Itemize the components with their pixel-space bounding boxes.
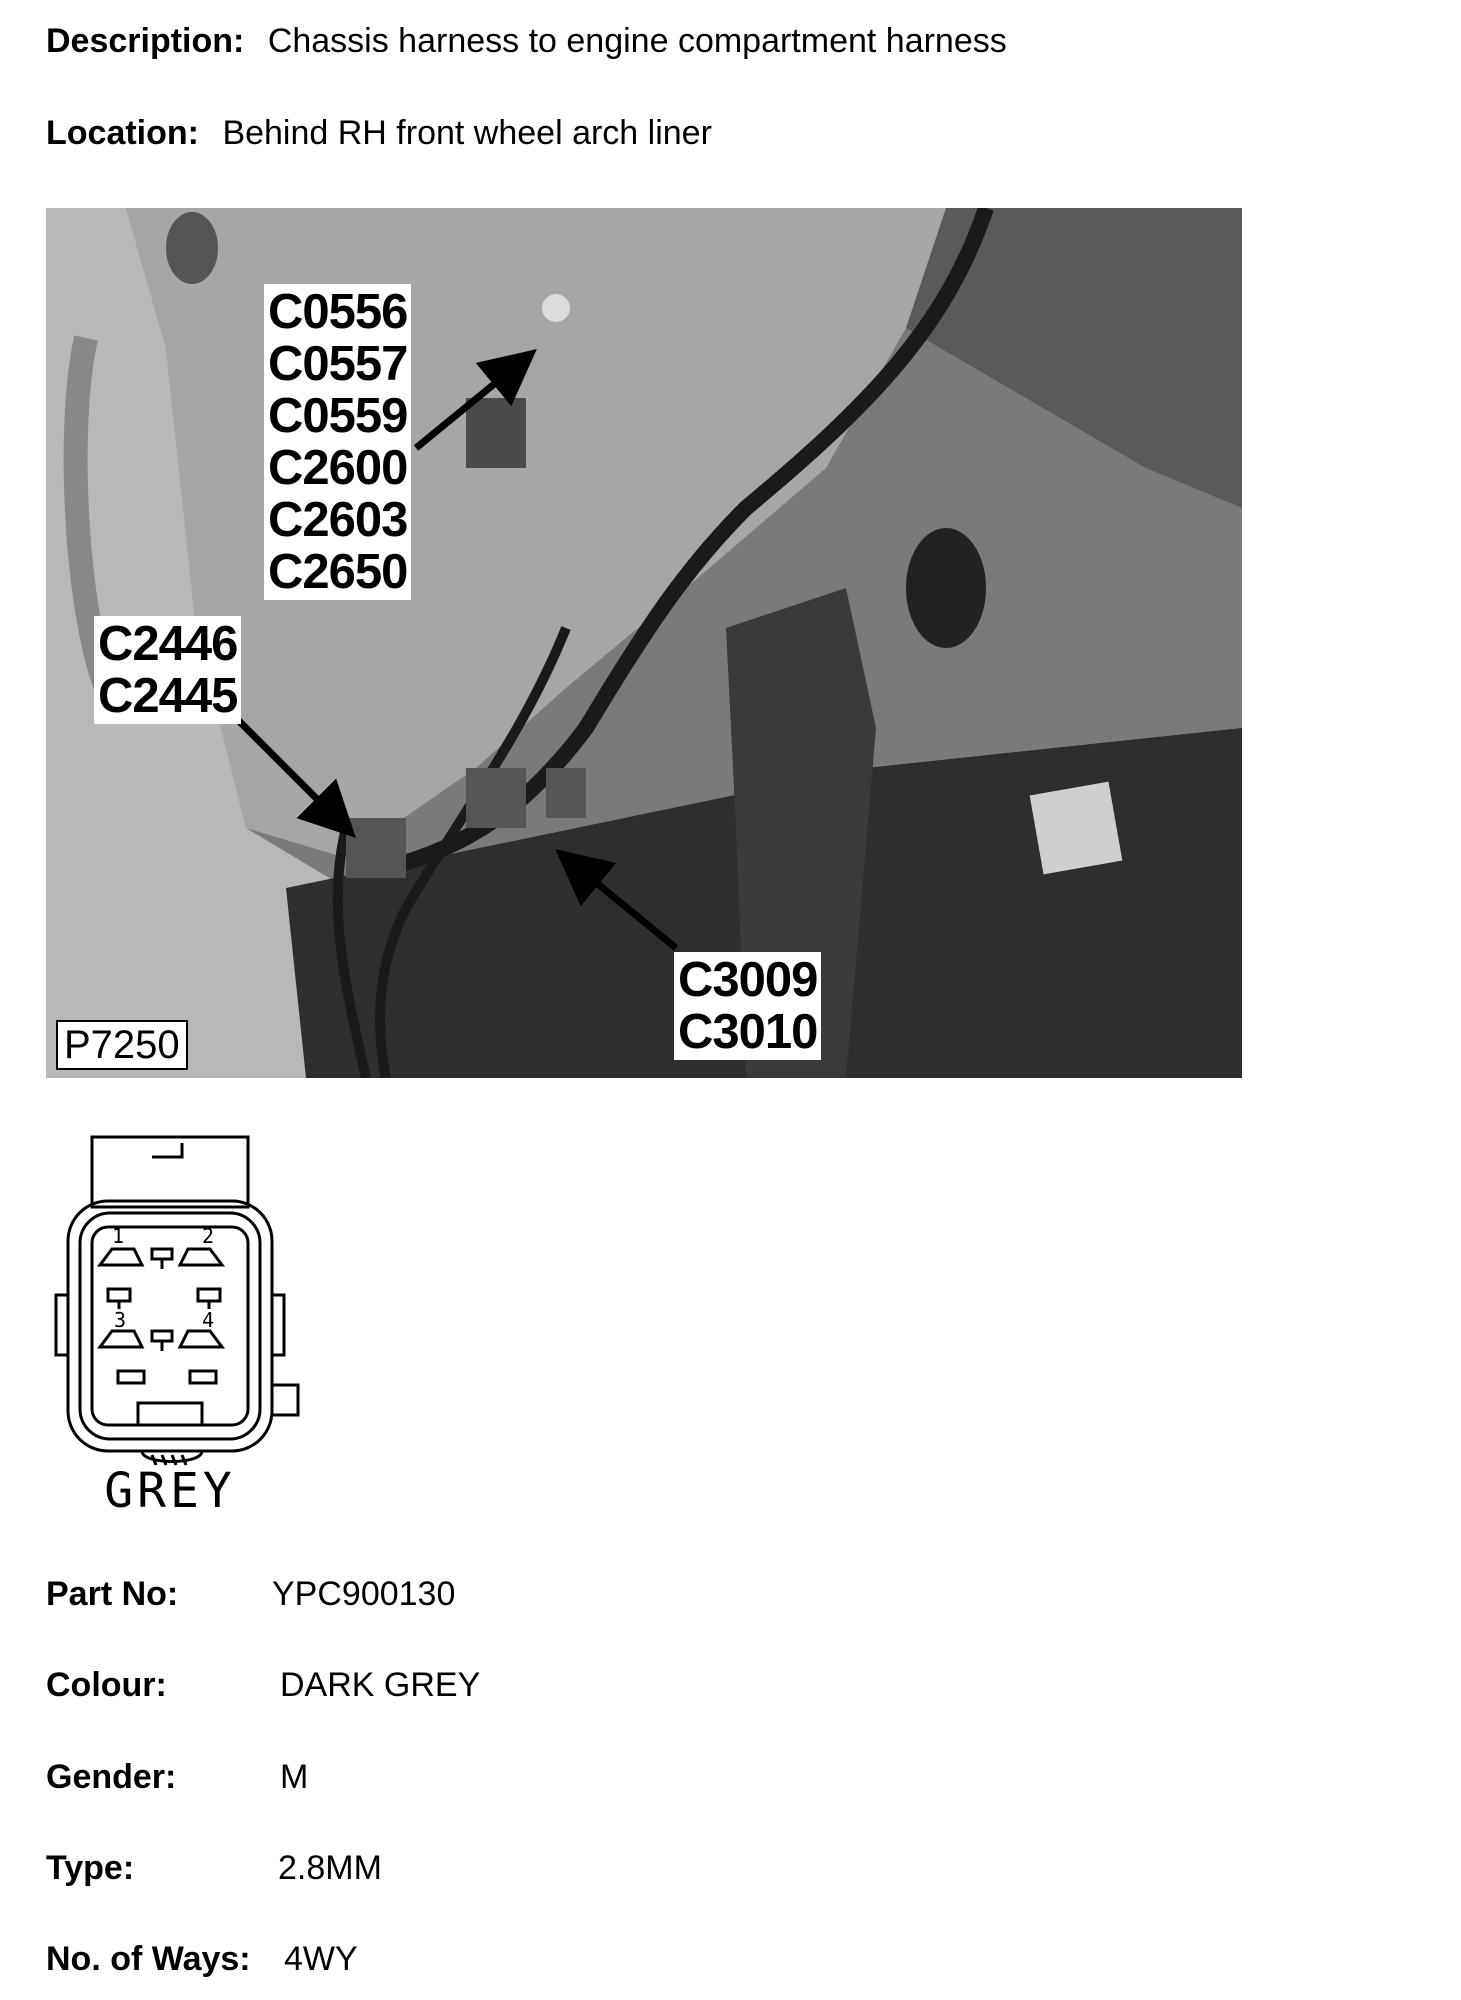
photo-reference: P7250 <box>56 1020 188 1070</box>
location-label: Location: <box>46 114 199 152</box>
callout-label: C0559 <box>268 389 408 443</box>
callout-label: C0557 <box>268 337 408 391</box>
description-row <box>46 22 1007 61</box>
pin-1-label: 1 <box>112 1224 125 1248</box>
callout-bottom <box>674 952 821 1060</box>
connector-colour-label: GREY <box>104 1463 236 1515</box>
spec-value: 4WY <box>284 1940 358 1978</box>
callout-label: C2446 <box>98 617 238 671</box>
connector-diagram <box>52 1135 312 1515</box>
description-value: Chassis harness to engine compartment harness <box>267 22 1007 60</box>
location-photo <box>46 208 1242 1078</box>
spec-label: Part No: <box>46 1575 179 1613</box>
spec-value: DARK GREY <box>280 1666 481 1704</box>
connector-face-icon <box>52 1135 312 1515</box>
spec-type <box>46 1849 646 1889</box>
pin-4-label: 4 <box>202 1308 215 1332</box>
spec-ways <box>46 1940 646 1980</box>
callout-top <box>264 284 411 600</box>
pin-3-label: 3 <box>114 1308 127 1332</box>
callout-left <box>94 616 241 724</box>
spec-label: Type: <box>46 1849 135 1887</box>
spec-label: No. of Ways: <box>46 1940 251 1978</box>
spec-part-no <box>46 1575 646 1615</box>
callout-label: C3010 <box>678 1005 818 1059</box>
spec-gender <box>46 1758 646 1798</box>
spec-value: YPC900130 <box>272 1575 456 1613</box>
spec-value: M <box>280 1758 309 1796</box>
callout-label: C3009 <box>678 953 818 1007</box>
callout-label: C2600 <box>268 441 408 495</box>
description-label: Description: <box>46 22 245 60</box>
spec-label: Gender: <box>46 1758 177 1796</box>
callout-label: C2650 <box>268 545 408 599</box>
location-row <box>46 114 712 153</box>
callout-label: C2445 <box>98 669 238 723</box>
spec-colour <box>46 1666 646 1706</box>
spec-value: 2.8MM <box>278 1849 382 1887</box>
pin-2-label: 2 <box>202 1224 215 1248</box>
spec-label: Colour: <box>46 1666 167 1704</box>
location-value: Behind RH front wheel arch liner <box>222 114 712 152</box>
callout-label: C0556 <box>268 285 408 339</box>
callout-label: C2603 <box>268 493 408 547</box>
